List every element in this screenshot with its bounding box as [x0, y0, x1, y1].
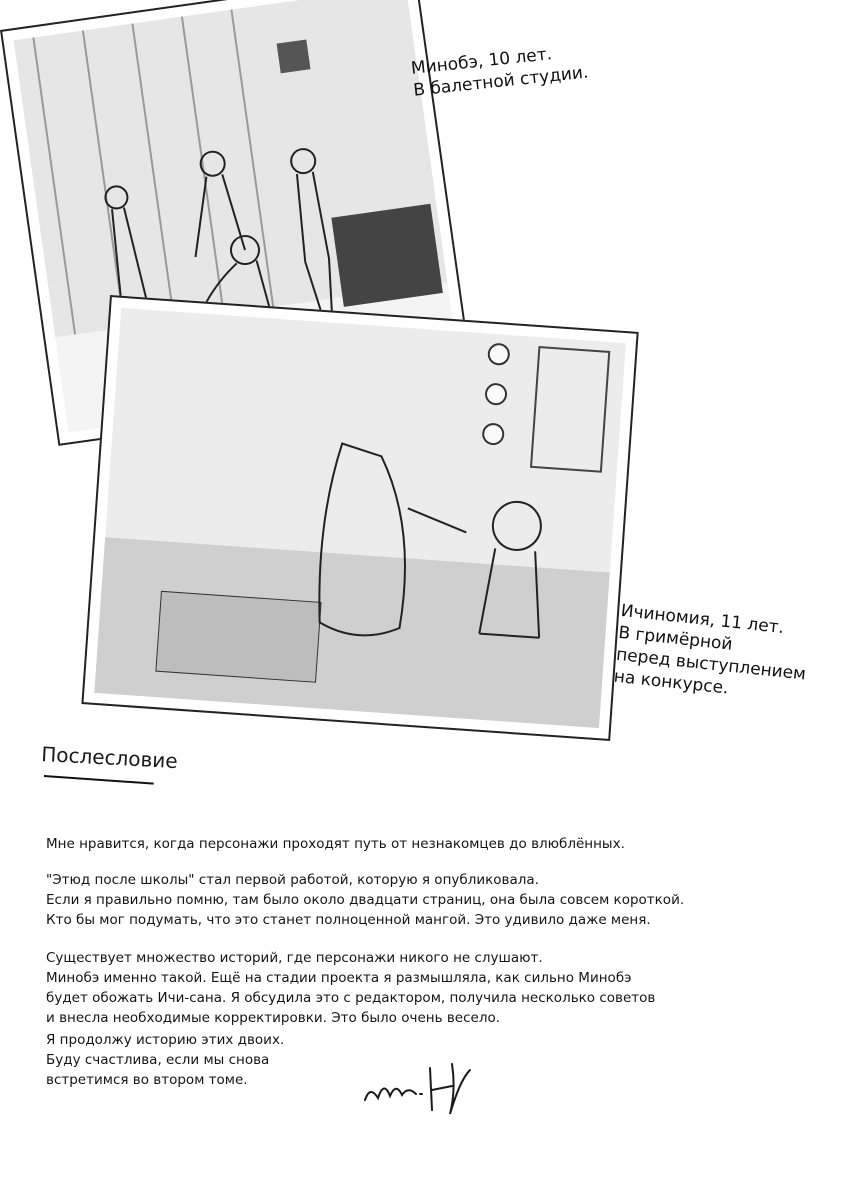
title-underline	[44, 775, 154, 785]
afterword-title: Послесловие	[40, 742, 179, 774]
dressing-room-illustration	[94, 308, 626, 728]
caption-photo1: Минобэ, 10 лет. В балетной студии.	[410, 44, 590, 101]
afterword-paragraph-1: Мне нравится, когда персонажи проходят путь от незнакомцев до влюблённых.	[46, 836, 625, 852]
afterword-paragraph-4: Я продолжу историю этих двоих. Буду счастлива, если мы снова встретимся во втором томе.	[46, 1032, 285, 1088]
afterword-paragraph-2: "Этюд после школы" стал первой работой, которую я опубликовала. Если я правильно помню, там было около двадцати страниц, она была совсем короткой. Кто бы мог подумать, что это станет полноценной мангой. Это удивило даже меня.	[46, 872, 685, 928]
author-signature	[360, 1050, 500, 1130]
caption-photo2: Ичиномия, 11 лет. В гримёрной перед выступлением на конкурсе.	[612, 600, 807, 699]
photo-dressing-room	[81, 295, 638, 741]
afterword-paragraph-3: Существует множество историй, где персонажи никого не слушают. Минобэ именно такой. Ещё на стадии проекта я размышляла, как сильно Минобэ будет обожать Ичи-сана. Я обсудила это с редактором, получила несколько советов и внесла необходимые корректировки. Это было очень весело.	[46, 950, 656, 1026]
